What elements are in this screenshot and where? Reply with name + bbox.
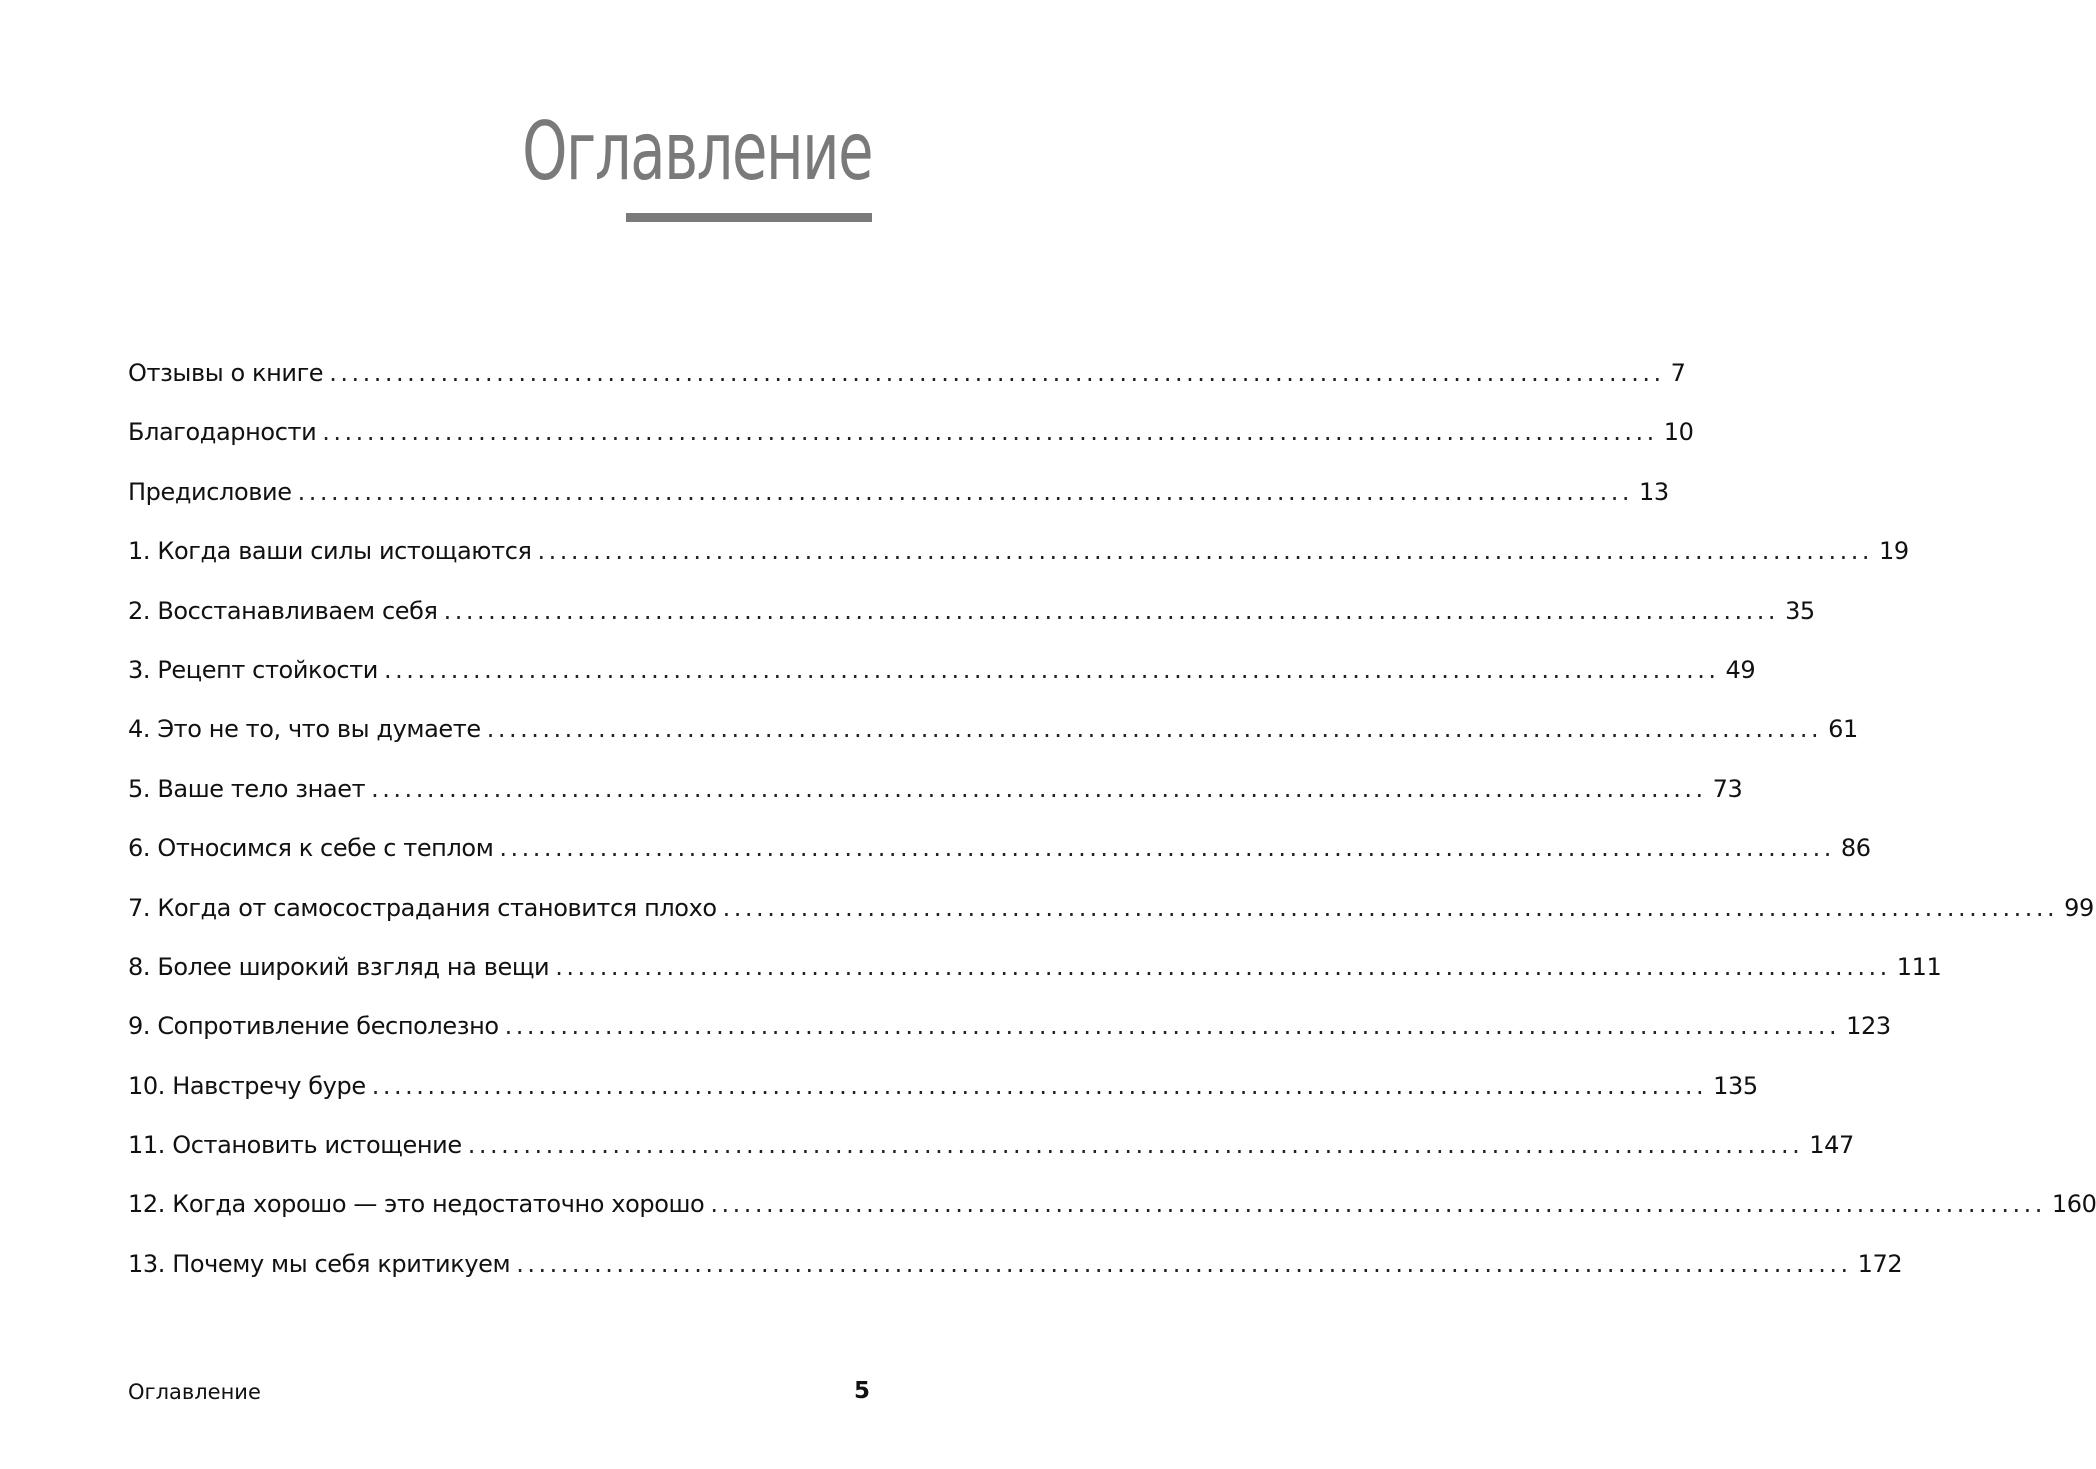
toc-entry-label: 2. Восстанавливаем себя xyxy=(128,596,438,625)
toc-leader-dots: ........................................................................................................................ xyxy=(371,1071,1708,1100)
toc-leader-dots: ........................................................................................................................ xyxy=(537,537,1873,566)
toc-entry-label: 9. Сопротивление бесполезно xyxy=(128,1012,499,1041)
toc-leader-dots: ........................................................................................................................ xyxy=(467,1131,1804,1160)
toc-entry[interactable] xyxy=(128,355,1686,414)
toc-entry-label: 4. Это не то, что вы думаете xyxy=(128,715,481,744)
toc-leader-dots: ........................................................................................................................ xyxy=(297,477,1634,506)
toc-entry-label: 3. Рецепт стойкости xyxy=(128,655,378,684)
toc-leader-dots: ........................................................................................................................ xyxy=(486,715,1823,744)
toc-entry-page: 111 xyxy=(1896,952,1942,981)
toc-entry[interactable] xyxy=(128,1008,1891,1067)
toc-entry-page: 123 xyxy=(1846,1012,1891,1041)
toc-leader-dots: ........................................................................................................................ xyxy=(710,1190,2046,1219)
toc-entry[interactable] xyxy=(128,652,1756,711)
toc-entry-page: 172 xyxy=(1857,1249,1903,1278)
toc-entry-label: 13. Почему мы себя критикуем xyxy=(128,1249,511,1278)
footer-page-number: 5 xyxy=(853,1378,870,1404)
toc-entry-label: Благодарности xyxy=(128,418,317,447)
toc-leader-dots: ........................................................................................................................ xyxy=(504,1012,1841,1041)
table-of-contents xyxy=(128,355,2096,1305)
toc-entry-label: 6. Относимся к себе с теплом xyxy=(128,834,494,863)
toc-entry-page: 49 xyxy=(1725,655,1756,684)
toc-entry[interactable] xyxy=(128,593,1815,652)
toc-entry-page: 135 xyxy=(1713,1071,1758,1100)
toc-entry-label: 7. Когда от самосострадания становится плохо xyxy=(128,893,717,922)
toc-leader-dots: ........................................................................................................................ xyxy=(383,655,1720,684)
toc-entry-page: 73 xyxy=(1712,774,1743,803)
toc-entry-page: 147 xyxy=(1809,1131,1854,1160)
toc-entry[interactable] xyxy=(128,1246,1903,1305)
toc-leader-dots: ........................................................................................................................ xyxy=(555,952,1891,981)
title-underline xyxy=(626,213,872,222)
toc-entry[interactable] xyxy=(128,711,1858,770)
toc-leader-dots: ........................................................................................................................ xyxy=(322,418,1658,447)
toc-entry[interactable] xyxy=(128,771,1743,830)
toc-leader-dots: ........................................................................................................................ xyxy=(722,893,2059,922)
toc-entry[interactable] xyxy=(128,1186,2096,1245)
toc-entry[interactable] xyxy=(128,830,1871,889)
toc-entry-label: 5. Ваше тело знает xyxy=(128,774,366,803)
toc-entry-page: 13 xyxy=(1639,477,1669,506)
toc-entry-label: 1. Когда ваши силы истощаются xyxy=(128,537,532,566)
toc-leader-dots: ........................................................................................................................ xyxy=(329,359,1665,387)
toc-entry-page: 19 xyxy=(1879,537,1909,566)
toc-entry-label: Отзывы о книге xyxy=(128,359,324,387)
toc-entry-page: 35 xyxy=(1785,596,1815,625)
toc-entry-label: 11. Остановить истощение xyxy=(128,1131,462,1160)
toc-entry[interactable] xyxy=(128,890,2094,949)
toc-leader-dots: ........................................................................................................................ xyxy=(443,596,1780,625)
toc-entry-label: 8. Более широкий взгляд на вещи xyxy=(128,952,550,981)
toc-entry-page: 61 xyxy=(1828,715,1858,744)
toc-entry[interactable] xyxy=(128,414,1694,473)
toc-leader-dots: ........................................................................................................................ xyxy=(499,834,1835,863)
toc-entry-page: 10 xyxy=(1663,418,1694,447)
toc-entry[interactable] xyxy=(128,533,1909,592)
toc-leader-dots: ........................................................................................................................ xyxy=(371,774,1707,803)
toc-entry[interactable] xyxy=(128,1127,1854,1186)
toc-entry-label: 10. Навстречу буре xyxy=(128,1071,366,1100)
toc-leader-dots: ........................................................................................................................ xyxy=(516,1249,1852,1278)
toc-entry-label: Предисловие xyxy=(128,477,292,506)
toc-entry-page: 160 xyxy=(2051,1190,2096,1219)
toc-entry-page: 99 xyxy=(2064,893,2094,922)
page-title: Оглавление xyxy=(521,105,872,198)
toc-entry-label: 12. Когда хорошо — это недостаточно хорошо xyxy=(128,1190,705,1219)
toc-entry[interactable] xyxy=(128,474,1669,533)
toc-entry[interactable] xyxy=(128,949,1942,1008)
toc-entry-page: 7 xyxy=(1670,359,1686,387)
footer-section-title: Оглавление xyxy=(128,1380,261,1404)
toc-entry[interactable] xyxy=(128,1068,1758,1127)
toc-entry-page: 86 xyxy=(1840,834,1871,863)
